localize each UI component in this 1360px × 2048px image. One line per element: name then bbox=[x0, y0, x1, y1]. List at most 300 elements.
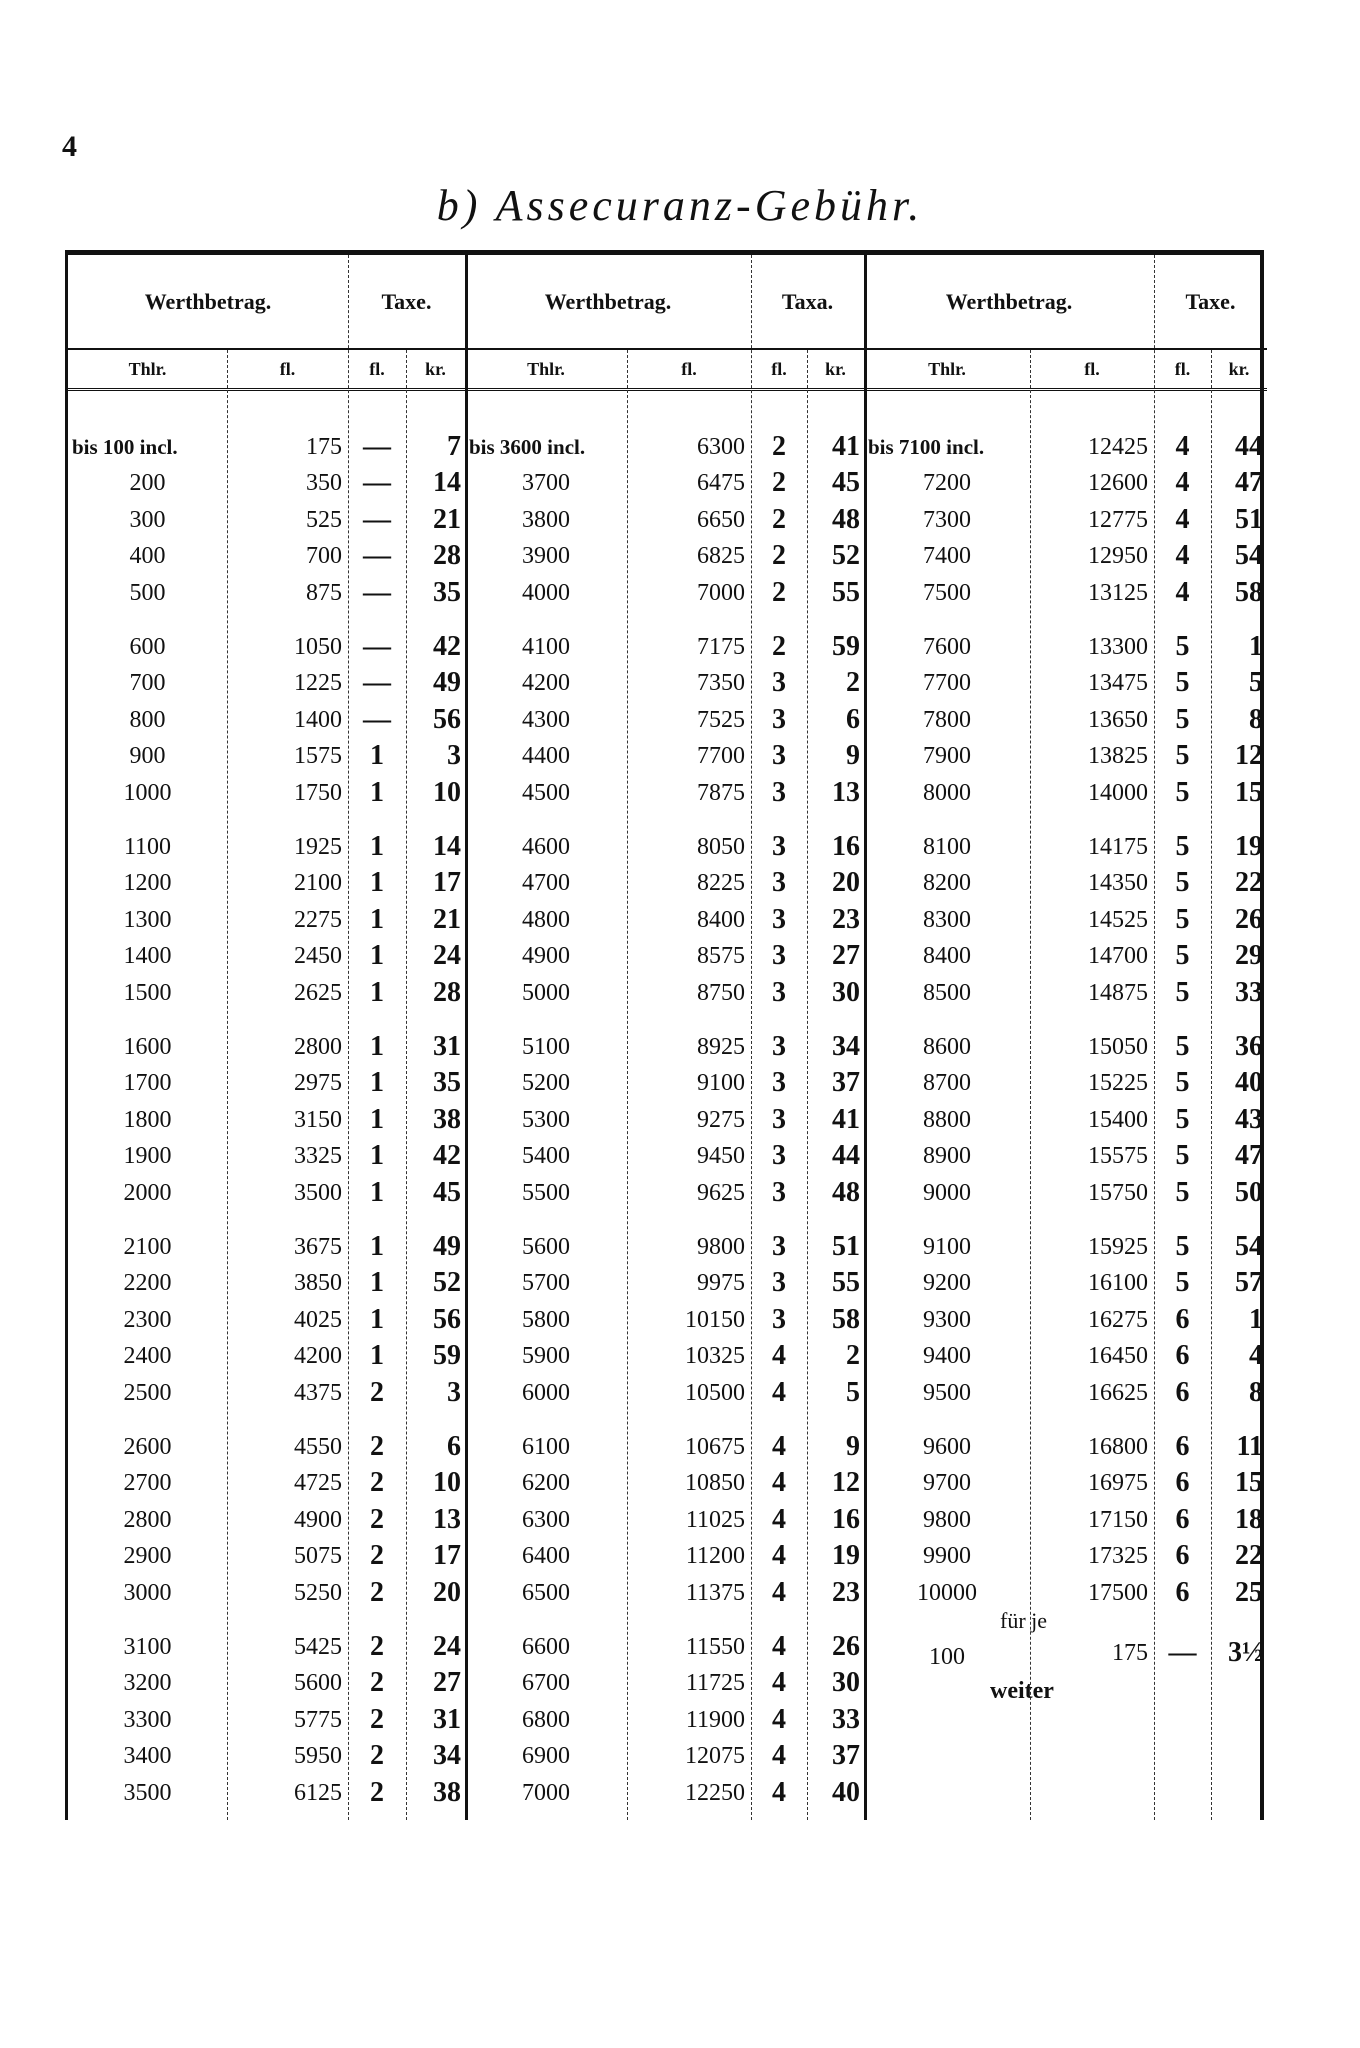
thlr-value: 9700 bbox=[923, 1470, 971, 1497]
tax-kr-value: 35 bbox=[433, 576, 461, 608]
fl-value: 16975 bbox=[1088, 1470, 1148, 1497]
tax-fl-value: 5 bbox=[1175, 1140, 1190, 1172]
tax-fl-value: 4 bbox=[772, 1740, 786, 1772]
thlr-value: 3200 bbox=[123, 1670, 172, 1697]
tax-header: Taxe. bbox=[348, 255, 465, 350]
tax-fl-value: 4 bbox=[1175, 431, 1190, 462]
fl-value: 17500 bbox=[1088, 1579, 1148, 1606]
thlr-value: 8300 bbox=[923, 906, 971, 933]
page-title: b) Assecuranz-Gebühr. bbox=[436, 181, 924, 230]
tax-fl-value: 6 bbox=[1175, 1376, 1190, 1408]
thlr-value: 1600 bbox=[123, 1034, 172, 1060]
tax-fl-value: 2 bbox=[370, 1776, 384, 1808]
thlr-value: 2500 bbox=[123, 1379, 172, 1406]
tax-fl-value: 5 bbox=[1175, 867, 1190, 899]
fl-value: 6650 bbox=[697, 506, 745, 533]
tax-kr-value: 6 bbox=[846, 703, 860, 735]
tax-kr-value: 51 bbox=[1235, 503, 1263, 535]
tax-fl-value: 6 bbox=[1175, 1467, 1190, 1499]
thlr-value: 8400 bbox=[923, 943, 971, 970]
tax-kr-value: 49 bbox=[433, 667, 461, 699]
fl-value: 7000 bbox=[697, 579, 745, 606]
thlr-value: 7200 bbox=[923, 470, 971, 497]
tax-kr-value: 54 bbox=[1235, 540, 1263, 572]
fl-value: 10150 bbox=[685, 1306, 745, 1333]
thlr-value: 9000 bbox=[923, 1179, 971, 1206]
tax-fl-value: 1 bbox=[370, 831, 384, 862]
tax-kr-value: 13 bbox=[832, 776, 860, 808]
tax-fl-value: 5 bbox=[1175, 1103, 1190, 1135]
tax-fl-value: 2 bbox=[772, 540, 786, 572]
tax-kr-value: 45 bbox=[433, 1176, 461, 1208]
fl-value: 5250 bbox=[294, 1579, 342, 1606]
tax-kr-value: 30 bbox=[832, 976, 860, 1008]
page-number: 4 bbox=[62, 130, 77, 163]
tax-fl-value: 2 bbox=[370, 1503, 384, 1535]
tax-fl-value: 3 bbox=[772, 1067, 786, 1099]
thlr-value: 9600 bbox=[923, 1434, 971, 1460]
thlr-value: 700 bbox=[129, 670, 166, 697]
fl-value: 525 bbox=[306, 506, 342, 533]
werth-header: Werthbetrag. bbox=[68, 255, 348, 350]
tax-kr-value: 6 bbox=[447, 1431, 461, 1462]
fl-value: 12950 bbox=[1088, 543, 1148, 570]
fl-value: 3500 bbox=[294, 1179, 342, 1206]
thlr-value: 500 bbox=[129, 579, 166, 606]
tax-fl-value: 2 bbox=[370, 1631, 384, 1662]
tax-kr-value: 42 bbox=[433, 631, 461, 662]
fl-value: 4550 bbox=[294, 1434, 342, 1460]
fl-value: 10325 bbox=[685, 1343, 745, 1370]
thlr-value: 4400 bbox=[522, 743, 570, 770]
fl-value: 1050 bbox=[294, 634, 342, 660]
fl-header: fl. bbox=[627, 350, 751, 391]
tax-kr-value: 5 bbox=[1249, 667, 1263, 699]
thlr-value: 4600 bbox=[522, 834, 570, 860]
tax-kr-value: 48 bbox=[832, 503, 860, 535]
tax-fl-value: 6 bbox=[1175, 1431, 1190, 1462]
thlr-value: 6300 bbox=[522, 1506, 570, 1533]
tax-kr-value: 10 bbox=[433, 776, 461, 808]
tax-kr-value: 37 bbox=[832, 1067, 860, 1099]
tax-kr-value: 26 bbox=[832, 1631, 860, 1662]
tax-kr-value: 57 bbox=[1235, 1267, 1263, 1299]
tax-fl-value: 4 bbox=[1175, 467, 1190, 499]
fl-value: 13475 bbox=[1088, 670, 1148, 697]
tax-kr-value: 56 bbox=[433, 703, 461, 735]
tax-kr-value: 24 bbox=[433, 1631, 461, 1662]
thlr-value: 6700 bbox=[522, 1670, 570, 1697]
fl-value: 12425 bbox=[1088, 434, 1148, 460]
tax-kr-value: 59 bbox=[832, 631, 860, 662]
tax-fl-value: 2 bbox=[370, 1540, 384, 1572]
tax-fl-value: 1 bbox=[370, 776, 384, 808]
tax-kr-value: 52 bbox=[832, 540, 860, 572]
thlr-value: 3800 bbox=[522, 506, 570, 533]
tax-fl-value: 2 bbox=[370, 1576, 384, 1608]
tax-fl-value: 5 bbox=[1175, 776, 1190, 808]
thlr-value: 2200 bbox=[123, 1270, 172, 1297]
fl-value: 13300 bbox=[1088, 634, 1148, 660]
thlr-header: Thlr. bbox=[465, 350, 627, 391]
thlr-value: 4200 bbox=[522, 670, 570, 697]
fl-value: 7875 bbox=[697, 779, 745, 806]
footnote-thlr: 100 bbox=[929, 1644, 965, 1670]
fl-value: 5950 bbox=[294, 1743, 342, 1770]
tax-kr-value: 50 bbox=[1235, 1176, 1263, 1208]
tax-kr-value: 23 bbox=[832, 903, 860, 935]
tax-fl-value: 4 bbox=[772, 1776, 786, 1808]
tax-kr-value: 7 bbox=[447, 431, 461, 462]
tax-kr-value: 49 bbox=[433, 1231, 461, 1262]
tax-fl-value: 4 bbox=[772, 1467, 786, 1499]
tax-fl-value: 2 bbox=[370, 1431, 384, 1462]
tax-fl-value: 6 bbox=[1175, 1303, 1190, 1335]
tax-fl-value: 4 bbox=[772, 1503, 786, 1535]
tax-fl-value: 4 bbox=[772, 1576, 786, 1608]
thlr-value: 3400 bbox=[123, 1743, 172, 1770]
tax-fl-value: 5 bbox=[1175, 903, 1190, 935]
fl-value: 11725 bbox=[685, 1670, 745, 1697]
tax-kr-value: 51 bbox=[832, 1231, 860, 1262]
fl-value: 6825 bbox=[697, 543, 745, 570]
fl-value: 9625 bbox=[697, 1179, 745, 1206]
tax-fl-value: 3 bbox=[772, 776, 786, 808]
fl-value: 16450 bbox=[1088, 1343, 1148, 1370]
fl-value: 5600 bbox=[294, 1670, 342, 1697]
thlr-value: 3700 bbox=[522, 470, 570, 497]
tax-fl-value: 5 bbox=[1175, 740, 1190, 772]
thlr-value: 8000 bbox=[923, 779, 971, 806]
thlr-value: 7400 bbox=[923, 543, 971, 570]
fl-value: 16275 bbox=[1088, 1306, 1148, 1333]
tax-kr-value: 16 bbox=[832, 831, 860, 862]
thlr-value: 5100 bbox=[522, 1034, 570, 1060]
thlr-value: 9900 bbox=[923, 1543, 971, 1570]
tax-kr-value: 40 bbox=[832, 1776, 860, 1808]
fl-value: 4725 bbox=[294, 1470, 342, 1497]
fl-value: 12250 bbox=[685, 1779, 745, 1806]
fl-value: 9100 bbox=[697, 1070, 745, 1097]
fl-value: 7525 bbox=[697, 706, 745, 733]
fl-value: 5425 bbox=[294, 1634, 342, 1660]
thlr-value: 9100 bbox=[923, 1234, 971, 1260]
thlr-value: 7900 bbox=[923, 743, 971, 770]
fl-value: 3675 bbox=[294, 1234, 342, 1260]
thlr-value: 1200 bbox=[123, 870, 172, 897]
fl-value: 14175 bbox=[1088, 834, 1148, 860]
tax-kr-value: 54 bbox=[1235, 1231, 1263, 1262]
thlr-value: 7700 bbox=[923, 670, 971, 697]
tax-fl-value: 3 bbox=[772, 1303, 786, 1335]
thlr-value: 9200 bbox=[923, 1270, 971, 1297]
fl-value: 9450 bbox=[697, 1143, 745, 1170]
tax-fl-value: 4 bbox=[772, 1431, 786, 1462]
fl-value: 9975 bbox=[697, 1270, 745, 1297]
tax-kr-value: 20 bbox=[433, 1576, 461, 1608]
tax-fl-value: 4 bbox=[772, 1340, 786, 1372]
footnote-fl: 175 bbox=[1112, 1640, 1148, 1666]
thlr-value: 4300 bbox=[522, 706, 570, 733]
thlr-value: 300 bbox=[129, 506, 166, 533]
fl-value: 4025 bbox=[294, 1306, 342, 1333]
thlr-value: 6600 bbox=[522, 1634, 570, 1660]
fl-value: 4375 bbox=[294, 1379, 342, 1406]
tax-kr-value: 19 bbox=[1235, 831, 1263, 862]
tax-kr-value: 1 bbox=[1249, 631, 1263, 662]
werth-header: Werthbetrag. bbox=[864, 255, 1154, 350]
tax-fl-value: — bbox=[363, 576, 391, 608]
tax-fl-value: 6 bbox=[1175, 1576, 1190, 1608]
fl-value: 15750 bbox=[1088, 1179, 1148, 1206]
thlr-value: 1100 bbox=[123, 834, 172, 860]
tax-fl-value: 5 bbox=[1175, 667, 1190, 699]
fl-value: 11900 bbox=[685, 1706, 745, 1733]
tax-fl-value: 5 bbox=[1175, 703, 1190, 735]
tax-kr-value: 15 bbox=[1235, 1467, 1263, 1499]
tax-kr-value: 44 bbox=[832, 1140, 860, 1172]
thlr-value: 9400 bbox=[923, 1343, 971, 1370]
thlr-value: 4000 bbox=[522, 579, 570, 606]
tax-fl-value: 4 bbox=[1175, 540, 1190, 572]
tax-fl-value: 4 bbox=[772, 1667, 786, 1699]
fl-value: 3325 bbox=[294, 1143, 342, 1170]
thlr-value: 8800 bbox=[923, 1106, 971, 1133]
tax-header: Taxa. bbox=[751, 255, 864, 350]
tax-kr-value: 10 bbox=[433, 1467, 461, 1499]
fl-value: 5775 bbox=[294, 1706, 342, 1733]
thlr-value: 6400 bbox=[522, 1543, 570, 1570]
tax-kr-value: 8 bbox=[1249, 703, 1263, 735]
tax-kr-header: kr. bbox=[807, 350, 864, 391]
thlr-value: 9300 bbox=[923, 1306, 971, 1333]
fl-value: 15575 bbox=[1088, 1143, 1148, 1170]
tax-kr-value: 55 bbox=[832, 1267, 860, 1299]
tax-kr-value: 8 bbox=[1249, 1376, 1263, 1408]
tax-kr-value: 38 bbox=[433, 1776, 461, 1808]
column-group bbox=[465, 255, 867, 1820]
thlr-value: 5700 bbox=[522, 1270, 570, 1297]
tax-fl-value: 1 bbox=[370, 740, 384, 772]
fl-value: 14525 bbox=[1088, 906, 1148, 933]
fl-value: 1575 bbox=[294, 743, 342, 770]
tax-header: Taxe. bbox=[1154, 255, 1267, 350]
tax-fl-value: 3 bbox=[772, 1267, 786, 1299]
fl-value: 8925 bbox=[697, 1034, 745, 1060]
fl-value: 6300 bbox=[697, 434, 745, 460]
tax-kr-value: 40 bbox=[1235, 1067, 1263, 1099]
fl-value: 12600 bbox=[1088, 470, 1148, 497]
tax-fl-value: 3 bbox=[772, 1103, 786, 1135]
thlr-value: 5400 bbox=[522, 1143, 570, 1170]
thlr-value: 9800 bbox=[923, 1506, 971, 1533]
tax-kr-value: 15 bbox=[1235, 776, 1263, 808]
tax-fl-value: 2 bbox=[772, 631, 786, 662]
tax-fl-value: 3 bbox=[772, 903, 786, 935]
tax-fl-value: 5 bbox=[1175, 976, 1190, 1008]
thlr-value: 7600 bbox=[923, 634, 971, 660]
tax-kr-value: 59 bbox=[433, 1340, 461, 1372]
thlr-value: 4700 bbox=[522, 870, 570, 897]
thlr-header: Thlr. bbox=[68, 350, 227, 391]
fl-value: 1400 bbox=[294, 706, 342, 733]
fl-value: 14350 bbox=[1088, 870, 1148, 897]
tax-kr-value: 5 bbox=[846, 1376, 860, 1408]
fl-value: 2275 bbox=[294, 906, 342, 933]
tax-fl-value: — bbox=[363, 667, 391, 699]
fl-value: 9275 bbox=[697, 1106, 745, 1133]
tax-fl-value: 2 bbox=[772, 431, 786, 462]
thlr-value: 5600 bbox=[522, 1234, 570, 1260]
thlr-value: 1700 bbox=[123, 1070, 172, 1097]
tax-kr-value: 1 bbox=[1249, 1303, 1263, 1335]
tax-kr-value: 38 bbox=[433, 1103, 461, 1135]
thlr-value: 1800 bbox=[123, 1106, 172, 1133]
tax-fl-value: 1 bbox=[370, 1031, 384, 1062]
fl-value: 175 bbox=[306, 434, 342, 460]
thlr-value: 7300 bbox=[923, 506, 971, 533]
tax-fl-value: 3 bbox=[772, 1140, 786, 1172]
fl-value: 14700 bbox=[1088, 943, 1148, 970]
tax-kr-value: 31 bbox=[433, 1031, 461, 1062]
fl-value: 11550 bbox=[685, 1634, 745, 1660]
tax-kr-value: 27 bbox=[433, 1667, 461, 1699]
fl-value: 9800 bbox=[697, 1234, 745, 1260]
tax-fl-value: 2 bbox=[370, 1740, 384, 1772]
tax-kr-value: 36 bbox=[1235, 1031, 1263, 1062]
fl-value: 7350 bbox=[697, 670, 745, 697]
tax-fl-value: 1 bbox=[370, 976, 384, 1008]
tax-fl-value: 4 bbox=[772, 1540, 786, 1572]
footnote-tax-kr: 3½ bbox=[1228, 1637, 1263, 1668]
fl-value: 11200 bbox=[685, 1543, 745, 1570]
tax-fl-value: 2 bbox=[772, 503, 786, 535]
tax-fl-value: 3 bbox=[772, 831, 786, 862]
tax-fl-value: 2 bbox=[370, 1667, 384, 1699]
tax-kr-value: 3 bbox=[447, 1376, 461, 1408]
tax-kr-value: 17 bbox=[433, 867, 461, 899]
thlr-value: 8700 bbox=[923, 1070, 971, 1097]
fl-value: 13650 bbox=[1088, 706, 1148, 733]
thlr-value: 3900 bbox=[522, 543, 570, 570]
thlr-value: 8500 bbox=[923, 979, 971, 1006]
tax-fl-value: 5 bbox=[1175, 831, 1190, 862]
tax-kr-value: 47 bbox=[1235, 467, 1263, 499]
thlr-value: 4900 bbox=[522, 943, 570, 970]
fl-value: 5075 bbox=[294, 1543, 342, 1570]
tax-kr-value: 14 bbox=[433, 831, 461, 862]
column-group bbox=[864, 255, 1267, 1820]
tax-fl-value: 5 bbox=[1175, 1067, 1190, 1099]
tax-kr-value: 25 bbox=[1235, 1576, 1263, 1608]
tax-fl-value: — bbox=[363, 467, 391, 499]
tax-fl-header: fl. bbox=[751, 350, 807, 391]
fl-value: 8750 bbox=[697, 979, 745, 1006]
thlr-value: 7800 bbox=[923, 706, 971, 733]
fl-value: 875 bbox=[306, 579, 342, 606]
thlr-value: 8600 bbox=[923, 1034, 971, 1060]
fl-value: 6475 bbox=[697, 470, 745, 497]
fl-value: 8225 bbox=[697, 870, 745, 897]
thlr-value: 2800 bbox=[123, 1506, 172, 1533]
thlr-value: 3300 bbox=[123, 1706, 172, 1733]
tax-fl-value: 3 bbox=[772, 1231, 786, 1262]
tax-kr-value: 19 bbox=[832, 1540, 860, 1572]
tax-fl-value: 3 bbox=[772, 1031, 786, 1062]
tax-fl-value: 4 bbox=[772, 1703, 786, 1735]
fl-value: 7175 bbox=[697, 634, 745, 660]
tax-fl-value: 2 bbox=[370, 1467, 384, 1499]
thlr-value: 200 bbox=[129, 470, 166, 497]
thlr-value: 2700 bbox=[123, 1470, 172, 1497]
tax-kr-value: 16 bbox=[832, 1503, 860, 1535]
tax-fl-value: 1 bbox=[370, 1140, 384, 1172]
fl-value: 4200 bbox=[294, 1343, 342, 1370]
tax-fl-value: — bbox=[363, 540, 391, 572]
fl-value: 11375 bbox=[685, 1579, 745, 1606]
fl-value: 1225 bbox=[294, 670, 342, 697]
thlr-value: bis 3600 incl. bbox=[469, 435, 586, 459]
thlr-value: 4800 bbox=[522, 906, 570, 933]
fl-value: 13125 bbox=[1088, 579, 1148, 606]
thlr-value: 8200 bbox=[923, 870, 971, 897]
tax-fl-value: 4 bbox=[1175, 576, 1190, 608]
tax-fl-value: 2 bbox=[370, 1376, 384, 1408]
tax-kr-value: 2 bbox=[846, 667, 860, 699]
tax-kr-value: 13 bbox=[433, 1503, 461, 1535]
fl-value: 6125 bbox=[294, 1779, 342, 1806]
tax-fl-value: 1 bbox=[370, 1231, 384, 1262]
column-group bbox=[68, 255, 468, 1820]
thlr-value: 2100 bbox=[123, 1234, 172, 1260]
tax-kr-value: 41 bbox=[832, 431, 860, 462]
tax-kr-value: 21 bbox=[433, 903, 461, 935]
tax-kr-value: 2 bbox=[846, 1340, 860, 1372]
fl-value: 15225 bbox=[1088, 1070, 1148, 1097]
tax-kr-value: 33 bbox=[832, 1703, 860, 1735]
fl-value: 15050 bbox=[1088, 1034, 1148, 1060]
tax-fl-value: 6 bbox=[1175, 1540, 1190, 1572]
footnote-prefix: für je bbox=[1000, 1608, 1048, 1633]
thlr-value: 6200 bbox=[522, 1470, 570, 1497]
tax-kr-value: 4 bbox=[1249, 1340, 1263, 1372]
thlr-value: 6800 bbox=[522, 1706, 570, 1733]
thlr-value: 9500 bbox=[923, 1379, 971, 1406]
thlr-value: 800 bbox=[129, 706, 166, 733]
thlr-value: 4100 bbox=[522, 634, 570, 660]
tax-fl-value: 6 bbox=[1175, 1503, 1190, 1535]
fl-value: 8050 bbox=[697, 834, 745, 860]
tax-kr-value: 12 bbox=[832, 1467, 860, 1499]
fl-value: 10500 bbox=[685, 1379, 745, 1406]
tax-fl-value: 3 bbox=[772, 867, 786, 899]
tax-kr-value: 37 bbox=[832, 1740, 860, 1772]
tax-kr-value: 21 bbox=[433, 503, 461, 535]
tax-kr-value: 42 bbox=[433, 1140, 461, 1172]
fl-value: 1925 bbox=[294, 834, 342, 860]
tax-fl-value: 3 bbox=[772, 940, 786, 972]
tax-fl-value: 2 bbox=[772, 467, 786, 499]
thlr-value: 1400 bbox=[123, 943, 172, 970]
tax-kr-value: 45 bbox=[832, 467, 860, 499]
tax-fl-value: 3 bbox=[772, 976, 786, 1008]
tax-kr-value: 23 bbox=[832, 1576, 860, 1608]
fl-value: 10675 bbox=[685, 1434, 745, 1460]
tax-fl-value: — bbox=[363, 431, 391, 462]
thlr-value: 10000 bbox=[917, 1579, 977, 1606]
tax-kr-value: 22 bbox=[1235, 1540, 1263, 1572]
thlr-value: 5200 bbox=[522, 1070, 570, 1097]
